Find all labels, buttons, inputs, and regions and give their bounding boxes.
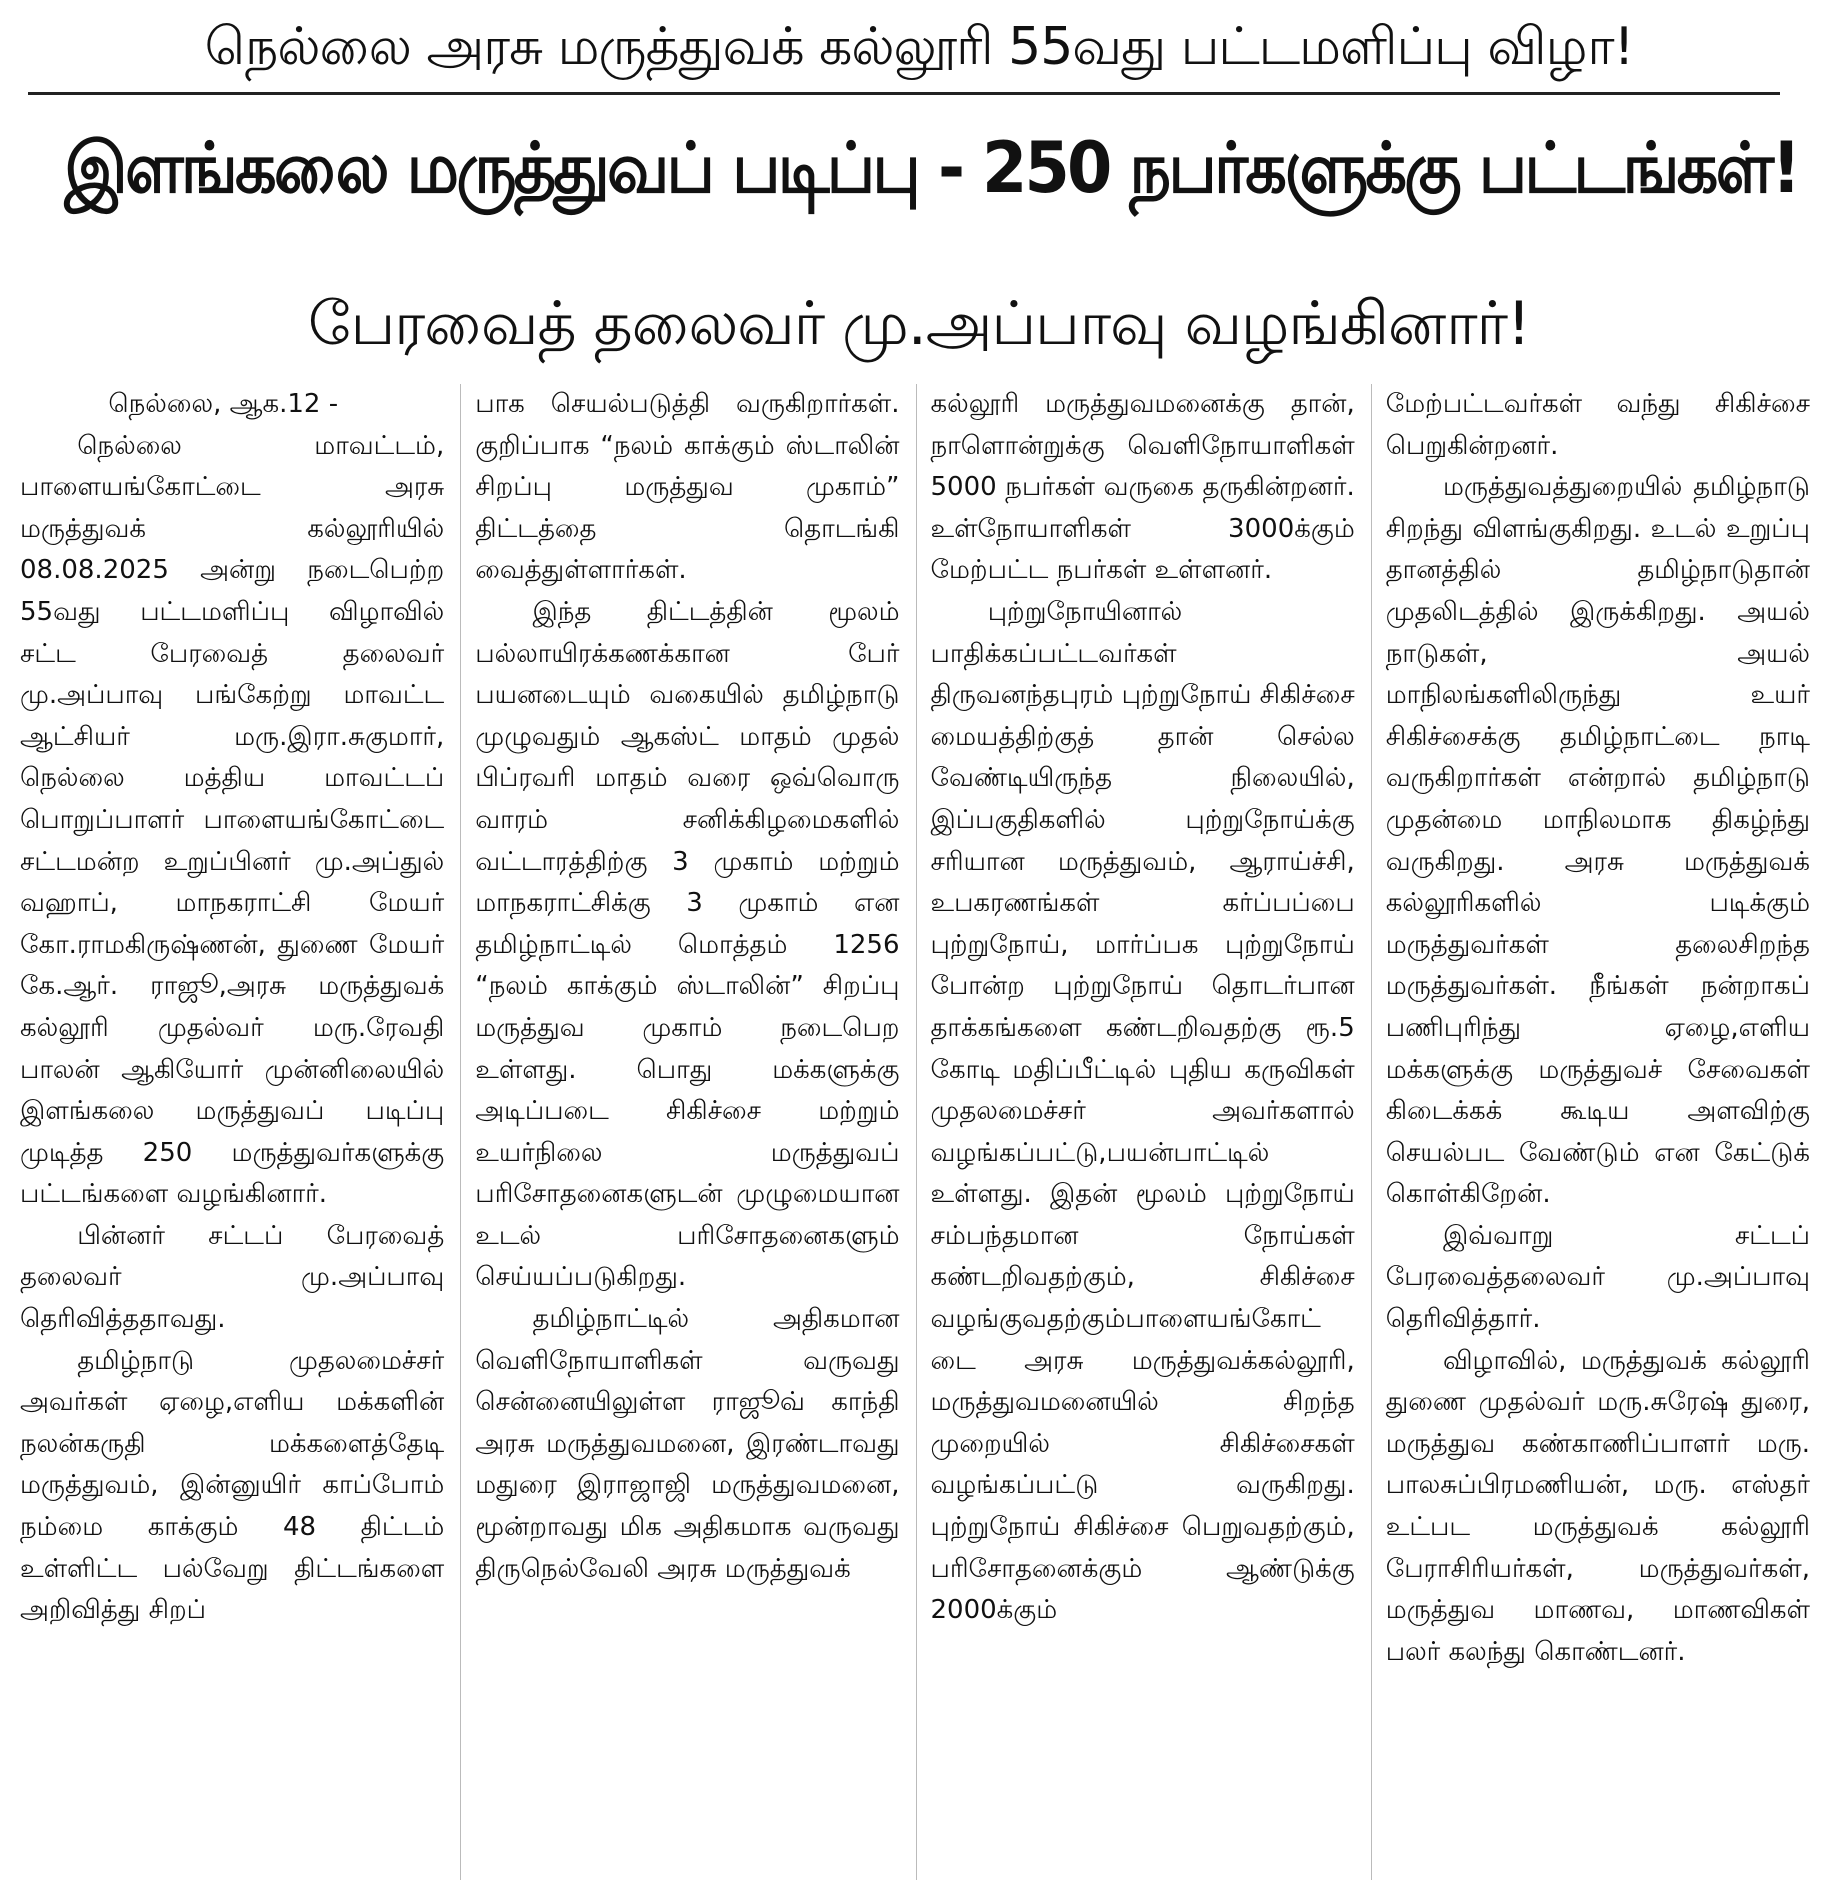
article-paragraph: தமிழ்நாட்டில் அதிகமான வெளிநோயாளிகள் வருவது சென்னையிலுள்ள ராஜூவ் காந்தி அரசு மருத்துவமனை, இரண்டாவது மதுரை இராஜாஜி மருத்துவமனை, மூன்றாவது மிக அதிகமாக வருவது திருநெல்வேலி அரசு மருத்துவக்: [475, 1304, 900, 1584]
article-paragraph: புற்றுநோயினால் பாதிக்கப்பட்டவர்கள் திருவனந்தபுரம் புற்றுநோய் சிகிச்சை மையத்திற்குத் தான் செல்ல வேண்டியிருந்த நிலையில், இப்பகுதிகளில் புற்றுநோய்க்கு சரியான மருத்துவம், ஆராய்ச்சி, உபகரணங்கள் கர்ப்பப்பை புற்றுநோய், மார்ப்பக புற்றுநோய் போன்ற புற்றுநோய் தொடர்பான தாக்கங்களை கண்டறிவதற்கு ரூ.5 கோடி மதிப்பீட்டில் புதிய கருவிகள் முதலமைச்சர் அவர்களால் வழங்கப்பட்டு,பயன்பாட்டில் உள்ளது. இதன் மூலம் புற்றுநோய் சம்பந்தமான நோய்கள் கண்டறிவதற்கும், சிகிச்சை வழங்குவதற்கும்பாளையங்கோட்டை அரசு மருத்துவக்கல்லூரி, மருத்துவமனையில் சிறந்த முறையில் சிகிச்சைகள் வழங்கப்பட்டு வருகிறது. புற்றுநோய் சிகிச்சை பெறுவதற்கும், பரிசோதனைக்கும் ஆண்டுக்கு 2000க்கும்: [930, 596, 1355, 1626]
article-paragraph: பின்னர் சட்டப் பேரவைத் தலைவர் மு.அப்பாவு தெரிவித்ததாவது.: [20, 1220, 445, 1335]
article-body: [12, 384, 1826, 1880]
article-paragraph: தமிழ்நாடு முதலமைச்சர் அவர்கள் ஏழை,எளிய மக்களின் நலன்கருதி மக்களைத்தேடி மருத்துவம், இன்னுயிர் காப்போம் நம்மை காக்கும் 48 திட்டம் உள்ளிட்ட பல்வேறு திட்டங்களை அறிவித்து சிறப்: [20, 1345, 445, 1626]
article-column-2: [460, 384, 915, 1880]
article-paragraph: மருத்துவத்துறையில் தமிழ்நாடு சிறந்து விளங்குகிறது. உடல் உறுப்பு தானத்தில் தமிழ்நாடுதான் முதலிடத்தில் இருக்கிறது. அயல் நாடுகள், அயல் மாநிலங்களிலிருந்து உயர் சிகிச்சைக்கு தமிழ்நாட்டை நாடி வருகிறார்கள் என்றால் தமிழ்நாடு முதன்மை மாநிலமாக திகழ்ந்து வருகிறது. அரசு மருத்துவக் கல்லூரிகளில் படிக்கும் மருத்துவர்கள் தலைசிறந்த மருத்துவர்கள். நீங்கள் நன்றாகப் பணிபுரிந்து ஏழை,எளிய மக்களுக்கு மருத்துவச் சேவைகள் கிடைக்கக் கூடிய அளவிற்கு செயல்பட வேண்டும் என கேட்டுக் கொள்கிறேன்.: [1385, 472, 1810, 1210]
article-column-1: [12, 384, 460, 1880]
article-kicker: நெல்லை அரசு மருத்துவக் கல்லூரி 55வது பட்டமளிப்பு விழா!: [204, 17, 1634, 77]
article-headline: இளங்கலை மருத்துவப் படிப்பு - 250 நபர்களுக்கு பட்டங்கள்!: [64, 127, 1799, 209]
article-subheadline: பேரவைத் தலைவர் மு.அப்பாவு வழங்கினார்!: [308, 289, 1530, 359]
article-paragraph: இந்த திட்டத்தின் மூலம் பல்லாயிரக்கணக்கான பேர் பயனடையும் வகையில் தமிழ்நாடு முழுவதும் ஆகஸ்ட் மாதம் முதல் பிப்ரவரி மாதம் வரை ஒவ்வொரு வாரம் சனிக்கிழமைகளில் வட்டாரத்திற்கு 3 முகாம் மற்றும் மாநகராட்சிக்கு 3 முகாம் என தமிழ்நாட்டில் மொத்தம் 1256 “நலம் காக்கும் ஸ்டாலின்” சிறப்பு மருத்துவ முகாம் நடைபெற உள்ளது. பொது மக்களுக்கு அடிப்படை சிகிச்சை மற்றும் உயர்நிலை மருத்துவப் பரிசோதனைகளுடன் முழுமையான உடல் பரிசோதனைகளும் செய்யப்படுகிறது.: [475, 596, 900, 1293]
article-paragraph: பாக செயல்படுத்தி வருகிறார்கள். குறிப்பாக “நலம் காக்கும் ஸ்டாலின் சிறப்பு மருத்துவ முகாம்” திட்டத்தை தொடங்கி வைத்துள்ளார்கள்.: [475, 389, 900, 586]
article-column-4: [1371, 384, 1826, 1880]
article-paragraph: மேற்பட்டவர்கள் வந்து சிகிச்சை பெறுகின்றனர்.: [1385, 389, 1810, 461]
article-paragraph: கல்லூரி மருத்துவமனைக்கு தான், நாளொன்றுக்கு வெளிநோயாளிகள் 5000 நபர்கள் வருகை தருகின்றனர். உள்நோயாளிகள் 3000க்கும் மேற்பட்ட நபர்கள் உள்ளனர்.: [930, 389, 1355, 586]
dateline: நெல்லை, ஆக.12 -: [108, 389, 339, 419]
article-paragraph: விழாவில், மருத்துவக் கல்லூரி துணை முதல்வர் மரு.சுரேஷ் துரை, மருத்துவ கண்காணிப்பாளர் மரு. பாலசுப்பிரமணியன், மரு. எஸ்தர் உட்பட மருத்துவக் கல்லூரி பேராசிரியர்கள், மருத்துவர்கள், மருத்துவ மாணவ, மாணவிகள் பலர் கலந்து கொண்டனர்.: [1385, 1345, 1810, 1667]
article-paragraph: இவ்வாறு சட்டப் பேரவைத்தலைவர் மு.அப்பாவு தெரிவித்தார்.: [1385, 1220, 1810, 1335]
kicker-divider: [28, 92, 1780, 95]
article-paragraph: நெல்லை மாவட்டம், பாளையங்கோட்டை அரசு மருத்துவக் கல்லூரியில் 08.08.2025 அன்று நடைபெற்ற 55வது பட்டமளிப்பு விழாவில் சட்ட பேரவைத் தலைவர் மு.அப்பாவு பங்கேற்று மாவட்ட ஆட்சியர் மரு.இரா.சுகுமார், நெல்லை மத்திய மாவட்டப் பொறுப்பாளர் பாளையங்கோட்டை சட்டமன்ற உறுப்பினர் மு.அப்துல் வஹாப், மாநகராட்சி மேயர் கோ.ராமகிருஷ்ணன், துணை மேயர் கே.ஆர். ராஜூ,அரசு மருத்துவக் கல்லூரி முதல்வர் மரு.ரேவதி பாலன் ஆகியோர் முன்னிலையில் இளங்கலை மருத்துவப் படிப்பு முடித்த 250 மருத்துவர்களுக்கு பட்டங்களை வழங்கினார்.: [20, 430, 445, 1210]
article-column-3: [916, 384, 1371, 1880]
